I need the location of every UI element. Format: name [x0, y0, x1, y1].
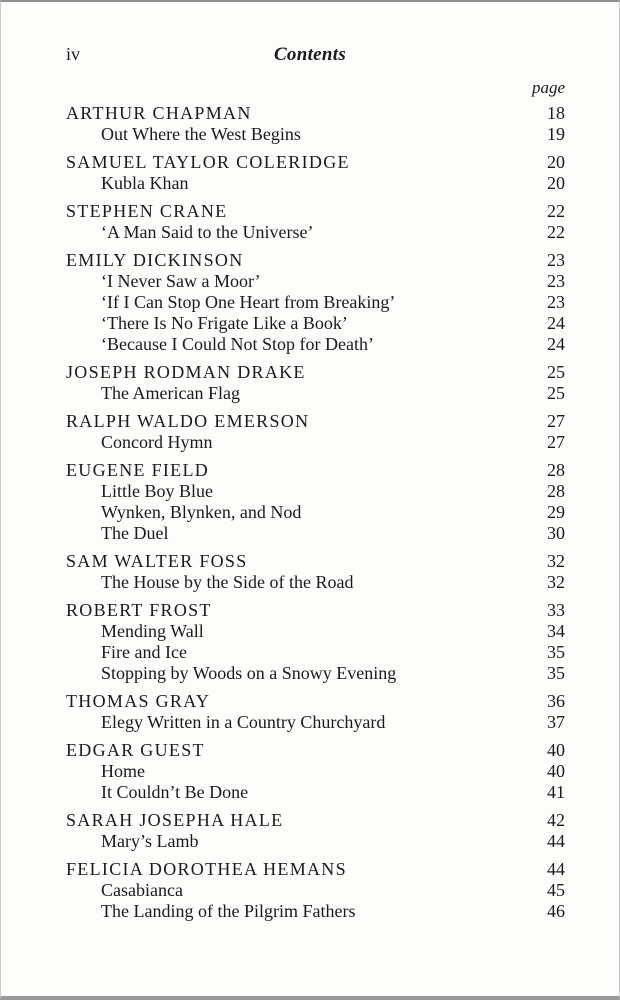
- author-name: EUGENE FIELD: [66, 460, 210, 480]
- poem-title: The American Flag: [101, 383, 240, 403]
- toc-group: [66, 362, 565, 404]
- poem-page-number: 23: [547, 271, 565, 291]
- toc-poem-row: [66, 292, 565, 313]
- toc-group: [66, 691, 565, 733]
- toc-poem-row: [66, 901, 565, 922]
- poem-title: ‘Because I Could Not Stop for Death’: [101, 334, 374, 354]
- poem-page-number: 46: [547, 901, 565, 921]
- author-name: FELICIA DOROTHEA HEMANS: [66, 859, 347, 879]
- poem-title: Wynken, Blynken, and Nod: [101, 502, 302, 522]
- poem-title: The Duel: [101, 523, 169, 543]
- author-page-number: 44: [547, 859, 565, 879]
- poem-title: Home: [101, 761, 145, 781]
- toc-group: [66, 740, 565, 803]
- toc-author-row: [66, 250, 565, 271]
- toc-poem-row: [66, 313, 565, 334]
- author-name: THOMAS GRAY: [66, 691, 211, 711]
- poem-page-number: 30: [547, 523, 565, 543]
- author-page-number: 22: [547, 201, 565, 221]
- author-name: EDGAR GUEST: [66, 740, 205, 760]
- author-page-number: 23: [547, 250, 565, 270]
- poem-page-number: 19: [547, 124, 565, 144]
- author-page-number: 32: [547, 551, 565, 571]
- poem-title: Kubla Khan: [101, 173, 189, 193]
- toc-author-row: [66, 411, 565, 432]
- author-page-number: 36: [547, 691, 565, 711]
- toc-poem-row: [66, 481, 565, 502]
- author-name: SAMUEL TAYLOR COLERIDGE: [66, 152, 350, 172]
- poem-title: Elegy Written in a Country Churchyard: [101, 712, 386, 732]
- author-page-number: 20: [547, 152, 565, 172]
- poem-page-number: 28: [547, 481, 565, 501]
- toc-poem-row: [66, 782, 565, 803]
- toc-poem-row: [66, 334, 565, 355]
- poem-page-number: 23: [547, 292, 565, 312]
- toc-poem-row: [66, 173, 565, 194]
- poem-page-number: 27: [547, 432, 565, 452]
- author-name: SAM WALTER FOSS: [66, 551, 248, 571]
- poem-title: The House by the Side of the Road: [101, 572, 354, 592]
- toc-author-row: [66, 600, 565, 621]
- toc-author-row: [66, 859, 565, 880]
- author-name: ROBERT FROST: [66, 600, 212, 620]
- toc-author-row: [66, 691, 565, 712]
- toc-poem-row: [66, 523, 565, 544]
- toc-group: [66, 411, 565, 453]
- poem-title: Little Boy Blue: [101, 481, 213, 501]
- poem-title: ‘I Never Saw a Moor’: [101, 271, 261, 291]
- toc-author-row: [66, 810, 565, 831]
- toc-author-row: [66, 740, 565, 761]
- poem-title: Out Where the West Begins: [101, 124, 301, 144]
- toc-author-row: [66, 460, 565, 481]
- toc-poem-row: [66, 502, 565, 523]
- toc-group: [66, 859, 565, 922]
- author-page-number: 33: [547, 600, 565, 620]
- toc-group: [66, 250, 565, 355]
- toc-author-row: [66, 551, 565, 572]
- poem-page-number: 37: [547, 712, 565, 732]
- author-page-number: 18: [547, 103, 565, 123]
- author-name: EMILY DICKINSON: [66, 250, 244, 270]
- poem-page-number: 20: [547, 173, 565, 193]
- toc-poem-row: [66, 761, 565, 782]
- folio-page-number: iv: [66, 44, 81, 64]
- author-page-number: 25: [547, 362, 565, 382]
- poem-page-number: 32: [547, 572, 565, 592]
- toc-poem-row: [66, 831, 565, 852]
- poem-title: ‘There Is No Frigate Like a Book’: [101, 313, 348, 333]
- toc-poem-row: [66, 880, 565, 901]
- poem-title: It Couldn’t Be Done: [101, 782, 249, 802]
- author-name: ARTHUR CHAPMAN: [66, 103, 252, 123]
- author-name: SARAH JOSEPHA HALE: [66, 810, 284, 830]
- toc-poem-row: [66, 621, 565, 642]
- author-page-number: 42: [547, 810, 565, 830]
- poem-page-number: 44: [547, 831, 565, 851]
- table-of-contents: [66, 103, 565, 922]
- poem-page-number: 35: [547, 663, 565, 683]
- toc-author-row: [66, 103, 565, 124]
- running-head-title: Contents: [273, 44, 347, 65]
- toc-group: [66, 551, 565, 593]
- page-column-label: page: [531, 78, 565, 97]
- author-name: JOSEPH RODMAN DRAKE: [66, 362, 306, 382]
- author-name: STEPHEN CRANE: [66, 201, 228, 221]
- poem-title: Concord Hymn: [101, 432, 213, 452]
- author-page-number: 28: [547, 460, 565, 480]
- poem-title: Casabianca: [101, 880, 183, 900]
- poem-page-number: 45: [547, 880, 565, 900]
- poem-title: Mary’s Lamb: [101, 831, 199, 851]
- toc-author-row: [66, 362, 565, 383]
- poem-page-number: 24: [547, 334, 565, 354]
- toc-group: [66, 460, 565, 544]
- toc-poem-row: [66, 222, 565, 243]
- poem-page-number: 35: [547, 642, 565, 662]
- poem-page-number: 25: [547, 383, 565, 403]
- toc-group: [66, 810, 565, 852]
- toc-author-row: [66, 201, 565, 222]
- toc-group: [66, 103, 565, 145]
- poem-page-number: 22: [547, 222, 565, 242]
- poem-title: Stopping by Woods on a Snowy Evening: [101, 663, 397, 683]
- poem-title: Fire and Ice: [101, 642, 187, 662]
- poem-page-number: 29: [547, 502, 565, 522]
- toc-group: [66, 201, 565, 243]
- author-page-number: 40: [547, 740, 565, 760]
- poem-page-number: 41: [547, 782, 565, 802]
- toc-poem-row: [66, 432, 565, 453]
- toc-poem-row: [66, 271, 565, 292]
- toc-group: [66, 152, 565, 194]
- toc-poem-row: [66, 124, 565, 145]
- poem-page-number: 34: [547, 621, 565, 641]
- poem-title: The Landing of the Pilgrim Fathers: [101, 901, 356, 921]
- toc-poem-row: [66, 663, 565, 684]
- author-name: RALPH WALDO EMERSON: [66, 411, 310, 431]
- running-head: [1, 44, 619, 66]
- poem-page-number: 24: [547, 313, 565, 333]
- poem-title: Mending Wall: [101, 621, 204, 641]
- poem-title: ‘If I Can Stop One Heart from Breaking’: [101, 292, 396, 312]
- toc-poem-row: [66, 383, 565, 404]
- toc-poem-row: [66, 712, 565, 733]
- toc-group: [66, 600, 565, 684]
- poem-title: ‘A Man Said to the Universe’: [101, 222, 314, 242]
- author-page-number: 27: [547, 411, 565, 431]
- toc-author-row: [66, 152, 565, 173]
- toc-poem-row: [66, 572, 565, 593]
- toc-poem-row: [66, 642, 565, 663]
- poem-page-number: 40: [547, 761, 565, 781]
